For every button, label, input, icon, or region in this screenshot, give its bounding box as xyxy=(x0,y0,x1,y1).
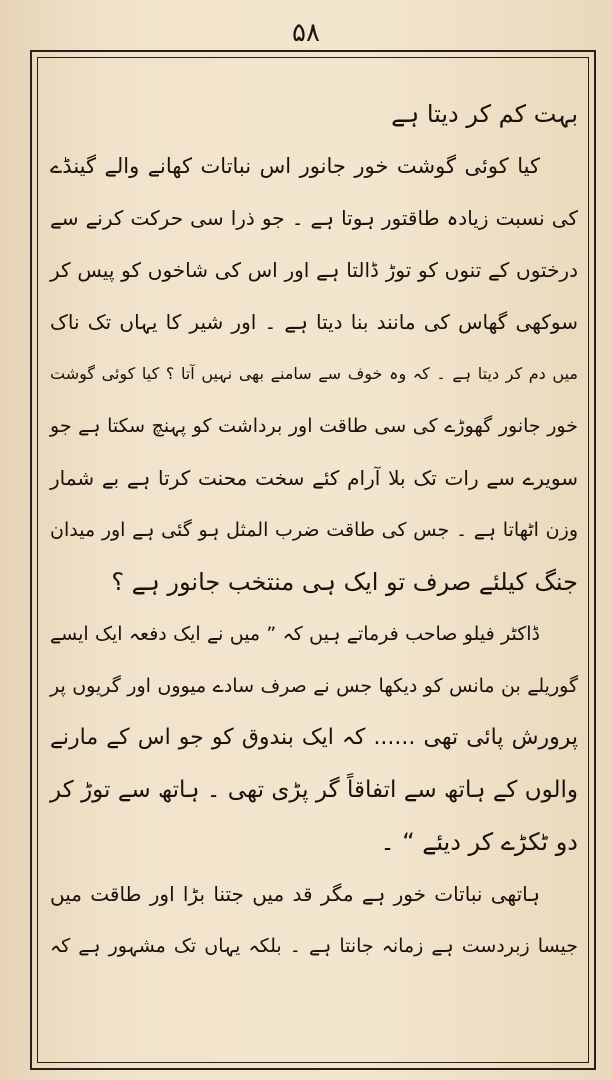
text-line: کیا کوئی گوشت خور جانور اس نباتات کھانے والے گینڈے xyxy=(50,154,540,178)
text-line: میں دم کر دیتا ہے ۔ کہ وہ خوف سے سامنے بھی نہیں آتا ؟ کیا کوئی گوشت xyxy=(50,364,578,383)
text-line: ہاتھی نباتات خور ہے مگر قد میں جتنا بڑا اور طاقت میں xyxy=(50,882,540,906)
text-line: ڈاکٹر فیلو صاحب فرماتے ہیں کہ ” میں نے ایک دفعہ ایک ایسے xyxy=(50,623,540,645)
text-line: سویرے سے رات تک بلا آرام کئے سخت محنت کرتا ہے بے شمار xyxy=(50,466,578,490)
text-line: وزن اٹھاتا ہے ۔ جس کی طاقت ضرب المثل ہو گئی ہے اور میدان xyxy=(50,519,578,541)
urdu-text-block xyxy=(44,88,584,972)
text-line: سوکھی گھاس کی مانند بنا دیتا ہے ۔ اور شیر کا یہاں تک ناک xyxy=(50,310,578,334)
text-line: دو ٹکڑے کر دیئے “ ۔ xyxy=(380,828,578,856)
text-line: جنگ کیلئے صرف تو ایک ہی منتخب جانور ہے ؟ xyxy=(111,568,578,596)
text-line: والوں کے ہاتھ سے اتفاقاً گر پڑی تھی ۔ ہاتھ سے توڑ کر xyxy=(50,777,578,803)
text-line: درختوں کے تنوں کو توڑ ڈالتا ہے اور اس کی شاخوں کو پیس کر xyxy=(50,258,578,282)
text-line: کی نسبت زیادہ طاقتور ہوتا ہے ۔ جو ذرا سی حرکت کرنے سے xyxy=(50,206,578,230)
text-line: گوریلے بن مانس کو دیکھا جس نے صرف سادے میووں اور گریوں پر xyxy=(50,675,578,697)
text-line: پرورش پائی تھی ...... کہ ایک بندوق کو جو اس کے مارنے xyxy=(50,725,578,750)
page-number: ۵۸ xyxy=(292,18,320,48)
text-line: بہت کم کر دیتا ہے xyxy=(391,100,578,128)
text-line: جیسا زبردست ہے زمانہ جانتا ہے ۔ بلکہ یہاں تک مشہور ہے کہ xyxy=(50,935,578,957)
text-line: خور جانور گھوڑے کی سی طاقت اور برداشت کو پہنچ سکتا ہے جو xyxy=(50,415,578,437)
